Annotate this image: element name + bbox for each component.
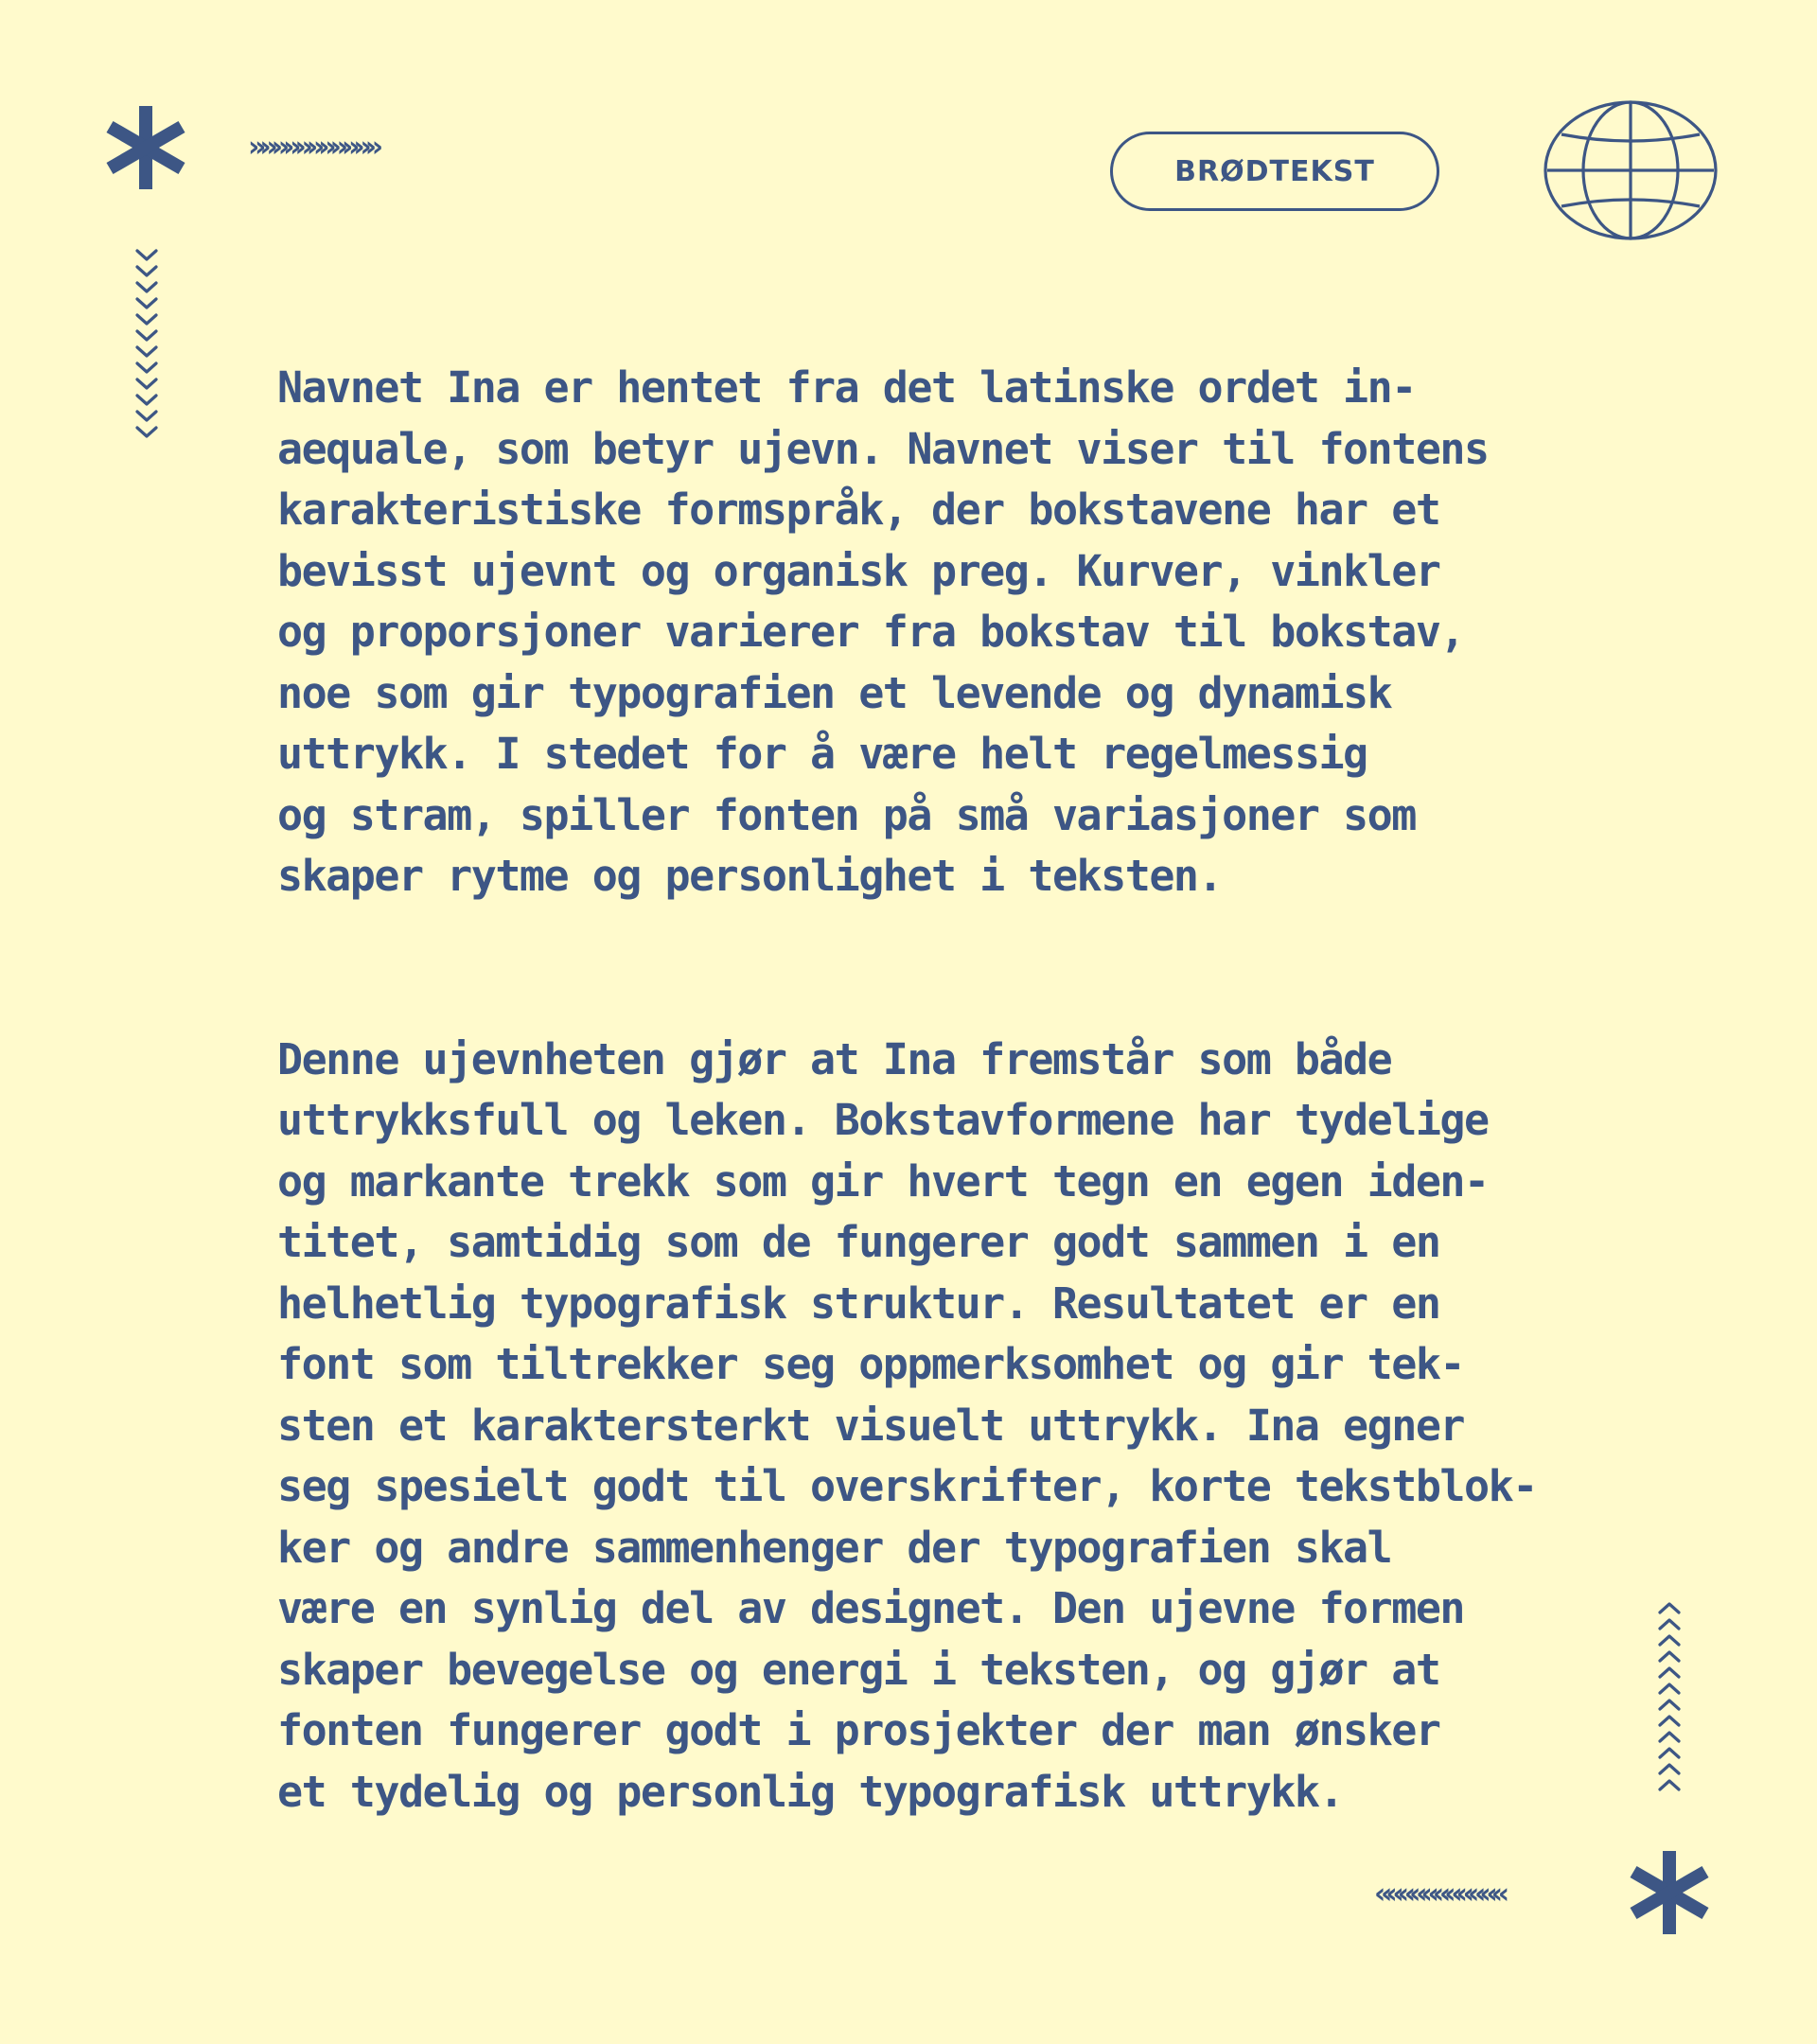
- chevron-up-column: [1657, 1601, 1682, 1802]
- text-line: og stram, spiller fonten på små variasjoner som: [277, 789, 1416, 840]
- asterisk-icon: [1624, 1847, 1715, 1938]
- chevron-down-column: [134, 248, 159, 439]
- text-line: aequale, som betyr ujevn. Navnet viser til fontens: [277, 423, 1489, 474]
- text-line: helhetlig typografisk struktur. Resultatet er en: [277, 1278, 1440, 1329]
- body-text: [277, 358, 1564, 1823]
- section-badge: BRØDTEKST: [1110, 132, 1439, 211]
- text-line: seg spesielt godt til overskrifter, korte tekstblok-: [277, 1461, 1537, 1511]
- text-line: karakteristiske formspråk, der bokstavene har et: [277, 485, 1440, 535]
- paragraph-1: [277, 358, 1564, 907]
- asterisk-icon: [100, 102, 191, 193]
- text-line: være en synlig del av designet. Den ujevne formen: [277, 1583, 1465, 1633]
- paragraph-2: [277, 1030, 1564, 1824]
- text-line: bevisst ujevnt og organisk preg. Kurver, vinkler: [277, 545, 1440, 596]
- chevron-right-row: »»»»»»»»»»»: [248, 131, 378, 164]
- text-line: skaper bevegelse og energi i teksten, og gjør at: [277, 1644, 1440, 1695]
- text-line: et tydelig og personlig typografisk uttrykk.: [277, 1766, 1344, 1817]
- text-line: skaper rytme og personlighet i teksten.: [277, 851, 1223, 901]
- text-line: og markante trekk som gir hvert tegn en egen iden-: [277, 1155, 1489, 1207]
- text-line: ker og andre sammenhenger der typografien skal: [277, 1522, 1392, 1573]
- text-line: uttrykksfull og leken. Bokstavformene har tydelige: [277, 1095, 1489, 1145]
- chevron-left-row: «««««««««««: [1374, 1877, 1504, 1911]
- text-line: sten et karaktersterkt visuelt uttrykk. Ina egner: [277, 1400, 1465, 1451]
- text-line: uttrykk. I stedet for å være helt regelmessig: [277, 729, 1367, 779]
- text-line: og proporsjoner varierer fra bokstav til bokstav,: [277, 607, 1465, 657]
- text-line: font som tiltrekker seg oppmerksomhet og gir tek-: [277, 1339, 1465, 1389]
- text-line: Navnet Ina er hentet fra det latinske ordet in-: [277, 362, 1416, 413]
- text-line: noe som gir typografien et levende og dynamisk: [277, 667, 1392, 718]
- globe-icon: [1541, 98, 1720, 246]
- text-line: titet, samtidig som de fungerer godt sammen i en: [277, 1217, 1440, 1267]
- text-line: Denne ujevnheten gjør at Ina fremstår som både: [277, 1033, 1392, 1084]
- text-line: fonten fungerer godt i prosjekter der man ønsker: [277, 1705, 1440, 1755]
